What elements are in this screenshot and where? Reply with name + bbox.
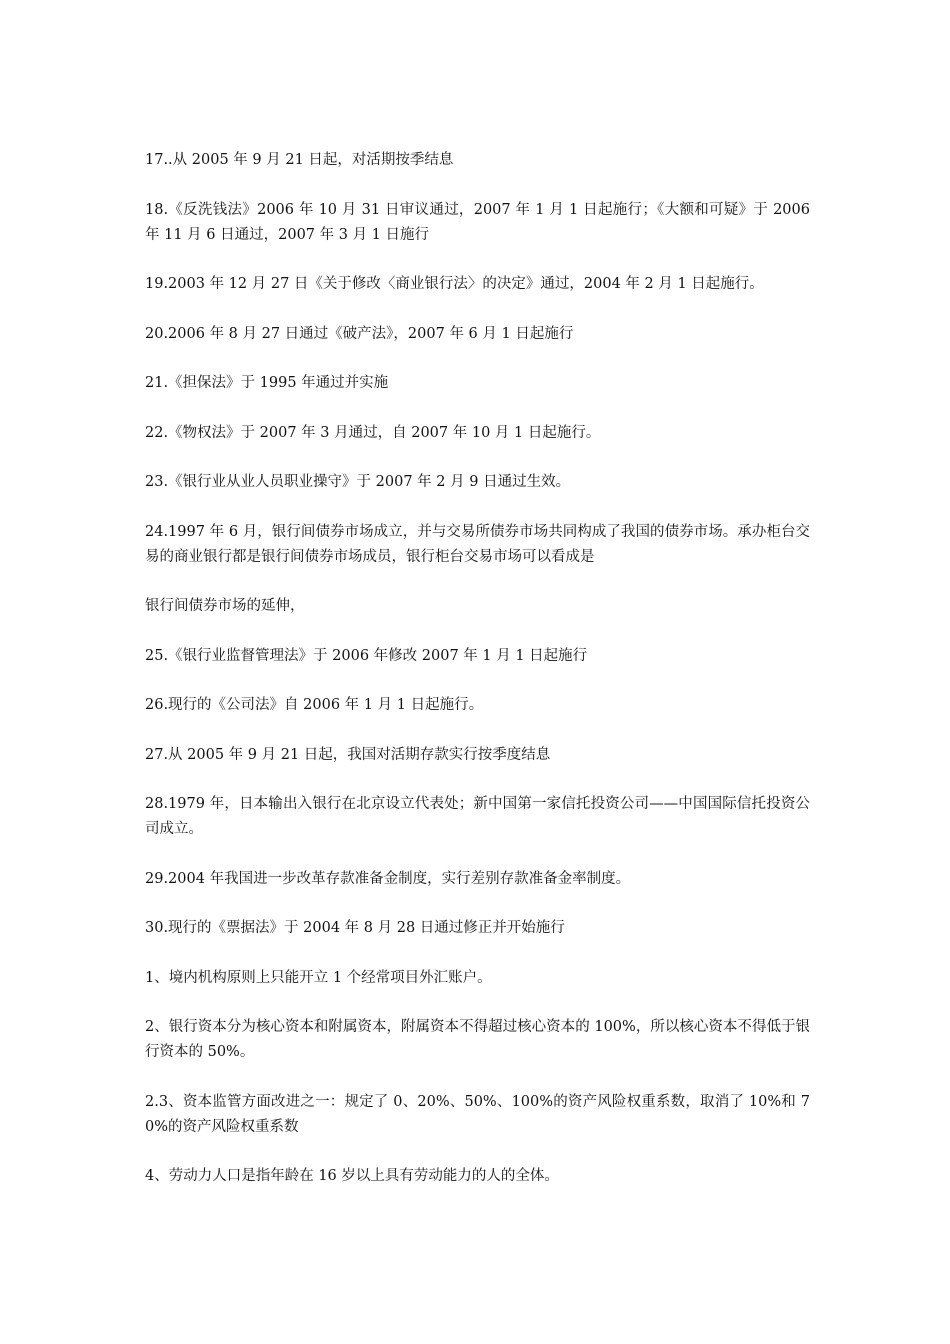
paragraph: 18.《反洗钱法》2006 年 10 月 31 日审议通过，2007 年 1 月 1 日起施行；《大额和可疑》于 2006 年 11 月 6 日通过，2007 年 3 月 1 日施行 — [145, 201, 810, 243]
paragraph: 4、劳动力人口是指年龄在 16 岁以上具有劳动能力的人的全体。 — [145, 1168, 559, 1184]
paragraph: 2.3、资本监管方面改进之一：规定了 0、20%、50%、100%的资产风险权重系数，取消了 10%和 70%的资产风险权重系数 — [145, 1093, 810, 1135]
paragraph: 2、银行资本分为核心资本和附属资本，附属资本不得超过核心资本的 100%，所以核心资本不得低于银行资本的 50%。 — [145, 1019, 810, 1060]
paragraph: 30.现行的《票据法》于 2004 年 8 月 28 日通过修正并开始施行 — [145, 920, 565, 936]
paragraph: 29.2004 年我国进一步改革存款准备金制度，实行差别存款准备金率制度。 — [145, 870, 631, 887]
paragraph: 23.《银行业从业人员职业操守》于 2007 年 2 月 9 日通过生效。 — [145, 474, 571, 490]
paragraph: 24.1997 年 6 月，银行间债券市场成立，并与交易所债券市场共同构成了我国的债券市场。承办柜台交易的商业银行都是银行间债券市场成员，银行柜台交易市场可以看成是 — [145, 523, 810, 565]
paragraph: 21.《担保法》于 1995 年通过并实施 — [145, 375, 389, 391]
paragraph: 22.《物权法》于 2007 年 3 月通过，自 2007 年 10 月 1 日起施行。 — [145, 424, 601, 441]
paragraph: 20.2006 年 8 月 27 日通过《破产法》，2007 年 6 月 1 日起施行 — [145, 325, 574, 342]
paragraph: 27.从 2005 年 9 月 21 日起，我国对活期存款实行按季度结息 — [145, 746, 551, 763]
paragraph: 17..从 2005 年 9 月 21 日起，对活期按季结息 — [145, 152, 454, 168]
document-body — [145, 148, 810, 1214]
paragraph: 1、境内机构原则上只能开立 1 个经常项目外汇账户。 — [145, 969, 492, 986]
paragraph: 28.1979 年，日本输出入银行在北京设立代表处；新中国第一家信托投资公司——中国国际信托投资公司成立。 — [145, 796, 810, 837]
paragraph: 19.2003 年 12 月 27 日《关于修改〈商业银行法〉的决定》通过，2004 年 2 月 1 日起施行。 — [145, 276, 764, 292]
paragraph: 26.现行的《公司法》自 2006 年 1 月 1 日起施行。 — [145, 697, 484, 713]
paragraph: 25.《银行业监督管理法》于 2006 年修改 2007 年 1 月 1 日起施行 — [145, 647, 588, 664]
paragraph: 银行间债券市场的延伸， — [145, 598, 305, 614]
